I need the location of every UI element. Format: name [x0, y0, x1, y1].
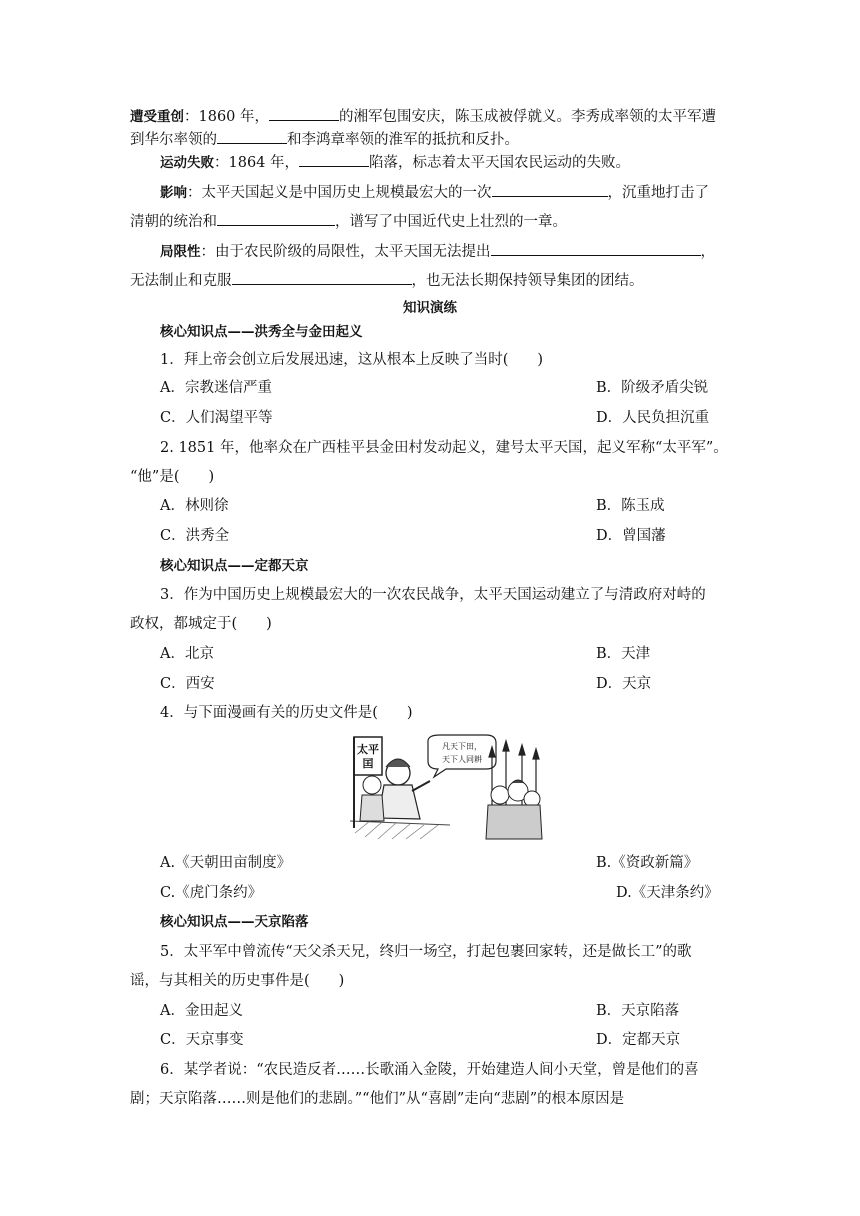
text: ，也无法长期保持领导集团的团结。	[411, 273, 644, 289]
blank-field[interactable]	[217, 211, 335, 226]
question-6-stem-line1: 6．某学者说：“农民造反者……长歌涌入金陵，开始建造人间小天堂，曾是他们的喜	[160, 1062, 699, 1078]
q1-option-b[interactable]: B．阶级矛盾尖锐	[596, 380, 709, 396]
q3-option-b[interactable]: B．天津	[596, 646, 651, 662]
q5-option-b[interactable]: B．天京陷落	[596, 1003, 680, 1019]
cartoon-flag-text: 太平囯	[357, 743, 379, 770]
q4-option-b[interactable]: B.《资政新篇》	[596, 855, 699, 871]
question-3-stem-line2: 政权，都城定于( )	[130, 616, 272, 632]
question-5-stem-line2: 谣，与其相关的历史事件是( )	[130, 973, 345, 989]
cartoon-bubble-text-1: 凡天下田，	[442, 742, 482, 751]
text: 的湘军包围安庆，陈玉成被俘就义。李秀成率领的太平军遭	[339, 109, 717, 125]
question-2-stem-line2: “他”是( )	[130, 469, 215, 485]
blank-field[interactable]	[492, 182, 608, 197]
topic-heading-2: 核心知识点——定都天京	[160, 558, 309, 574]
label-setback: 遭受重创	[130, 109, 184, 125]
para-limits-line2	[130, 270, 730, 291]
para-limits-line1	[160, 241, 730, 262]
q2-option-a[interactable]: A．林则徐	[160, 498, 229, 514]
text: 和李鸿章率领的淮军的抵抗和反扑。	[287, 132, 519, 148]
q1-option-a[interactable]: A．宗教迷信严重	[160, 380, 272, 396]
text: 到华尔率领的	[130, 132, 217, 148]
cartoon-bubble-text-2: 天下人同耕	[442, 755, 482, 764]
question-4-stem: 4．与下面漫画有关的历史文件是( )	[160, 705, 413, 721]
para-failure	[160, 152, 730, 173]
q4-option-c[interactable]: C.《虎门条约》	[160, 885, 263, 901]
text: 无法制止和克服	[130, 273, 232, 289]
text: ：太平天国起义是中国历史上规模最宏大的一次	[187, 185, 492, 201]
cartoon-illustration	[350, 733, 544, 841]
text: ：1860 年，	[184, 109, 270, 125]
q1-option-d[interactable]: D．人民负担沉重	[596, 410, 710, 426]
blank-field[interactable]	[217, 129, 287, 144]
para-impact-line2	[130, 211, 730, 232]
blank-field[interactable]	[232, 270, 412, 285]
blank-field[interactable]	[491, 241, 701, 256]
label-impact: 影响	[160, 185, 187, 201]
question-3-stem-line1: 3．作为中国历史上规模最宏大的一次农民战争，太平天国运动建立了与清政府对峙的	[160, 587, 706, 603]
q2-option-b[interactable]: B．陈玉成	[596, 498, 665, 514]
text: 清朝的统治和	[130, 214, 217, 230]
question-1-stem: 1．拜上帝会创立后发展迅速，这从根本上反映了当时( )	[160, 352, 544, 368]
text: ，沉重地打击了	[607, 185, 709, 201]
text: ，谱写了中国近代史上壮烈的一章。	[335, 214, 567, 230]
q3-option-a[interactable]: A．北京	[160, 646, 214, 662]
section-title: 知识演练	[403, 300, 457, 316]
question-5-stem-line1: 5．太平军中曾流传“天父杀天兄，终归一场空，打起包裹回家转，还是做长工”的歌	[160, 944, 692, 960]
q3-option-d[interactable]: D．天京	[596, 676, 652, 692]
para-setback-line2	[130, 129, 730, 150]
text: ，	[700, 244, 715, 260]
q5-option-a[interactable]: A．金田起义	[160, 1003, 243, 1019]
q5-option-c[interactable]: C．天京事变	[160, 1032, 244, 1048]
para-setback-line1	[130, 106, 730, 127]
label-failure: 运动失败	[160, 155, 214, 171]
topic-heading-1: 核心知识点——洪秀全与金田起义	[160, 324, 363, 340]
q2-option-d[interactable]: D．曾国藩	[596, 528, 666, 544]
text: ：由于农民阶级的局限性，太平天国无法提出	[200, 244, 491, 260]
q5-option-d[interactable]: D．定都天京	[596, 1032, 681, 1048]
text: ：1864 年，	[214, 155, 300, 171]
q4-option-d[interactable]: D.《天津条约》	[616, 885, 719, 901]
question-6-stem-line2: 剧；天京陷落……则是他们的悲剧。”“他们”从“喜剧”走向“悲剧”的根本原因是	[130, 1091, 625, 1107]
q2-option-c[interactable]: C．洪秀全	[160, 528, 230, 544]
topic-heading-3: 核心知识点——天京陷落	[160, 914, 309, 930]
blank-field[interactable]	[269, 106, 339, 121]
label-limits: 局限性	[160, 244, 201, 260]
question-2-stem-line1: 2. 1851 年，他率众在广西桂平县金田村发动起义，建号太平天国，起义军称“太平军”。	[160, 440, 728, 456]
text: 陷落，标志着太平天国农民运动的失败。	[369, 155, 631, 171]
blank-field[interactable]	[299, 152, 369, 167]
q1-option-c[interactable]: C．人们渴望平等	[160, 410, 273, 426]
q3-option-c[interactable]: C．西安	[160, 676, 215, 692]
q4-option-a[interactable]: A.《天朝田亩制度》	[160, 855, 292, 871]
para-impact-line1	[160, 182, 730, 203]
